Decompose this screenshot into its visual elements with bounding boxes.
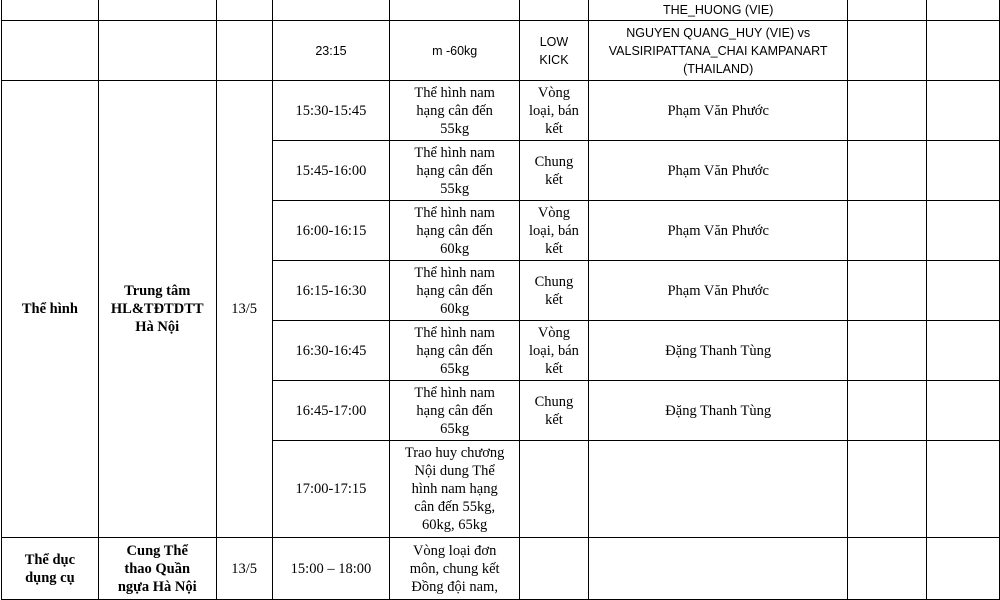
referee-cell — [588, 538, 848, 600]
text-line: Nội dung Thể — [414, 463, 495, 479]
venue-cell — [98, 0, 216, 21]
text-line: kết — [545, 291, 563, 308]
text-line: Thể hình nam — [414, 384, 495, 401]
text-line: HL&TĐTDTT — [110, 301, 204, 317]
text-line: loại, bán — [528, 102, 579, 119]
sport-cell — [2, 21, 99, 81]
empty-cell — [848, 321, 927, 381]
date-cell — [216, 21, 272, 81]
text-line: loại, bán — [528, 342, 579, 359]
venue-cell — [98, 81, 216, 538]
text-line: ngựa Hà Nội — [117, 578, 197, 595]
time-cell: 16:30-16:45 — [272, 321, 390, 381]
text-line: 55kg — [440, 180, 470, 197]
empty-cell — [927, 21, 1000, 81]
text-line: Vòng — [537, 204, 571, 221]
text-line: Thể hình nam — [414, 84, 495, 101]
sport-cell: Thể hình — [2, 81, 99, 538]
text-line: hạng cân đến — [416, 162, 493, 179]
text-line: dụng cụ — [25, 569, 75, 586]
empty-cell — [848, 81, 927, 141]
empty-cell — [848, 538, 927, 600]
text-line: (THAILAND) — [683, 61, 754, 76]
empty-cell — [848, 141, 927, 201]
text-line: thao Quần — [124, 560, 191, 577]
text-line: THE_HUONG (VIE) — [662, 2, 774, 17]
round-cell — [520, 381, 589, 441]
text-line: Chung — [534, 153, 574, 170]
time-cell: 23:15 — [272, 21, 390, 81]
text-line: hạng cân đến — [416, 222, 493, 239]
text-line: 60kg, 65kg — [422, 517, 488, 533]
category-cell — [390, 441, 520, 538]
text-line: hạng cân đến — [416, 402, 493, 419]
category-cell — [390, 201, 520, 261]
participants-cell — [588, 0, 848, 21]
text-line: Đồng đội nam, — [411, 578, 498, 595]
text-line: Trung tâm — [124, 283, 191, 299]
text-line: loại, bán — [528, 222, 579, 239]
referee-cell: Phạm Văn Phước — [588, 261, 848, 321]
round-cell — [520, 201, 589, 261]
date-cell: 13/5 — [216, 538, 272, 600]
text-line: 55kg — [440, 120, 470, 137]
text-line: Thể hình nam — [414, 324, 495, 341]
text-line: Thể dục — [24, 551, 76, 568]
category-cell — [390, 0, 520, 21]
date-cell: 13/5 — [216, 81, 272, 538]
schedule-table — [1, 0, 1000, 600]
empty-cell — [927, 261, 1000, 321]
type-cell — [520, 0, 589, 21]
text-line: Chung — [534, 393, 574, 410]
round-cell — [520, 81, 589, 141]
empty-cell — [848, 0, 927, 21]
category-cell — [390, 261, 520, 321]
category-cell — [390, 141, 520, 201]
date-cell — [216, 0, 272, 21]
text-line: kết — [545, 240, 563, 257]
referee-cell: Phạm Văn Phước — [588, 81, 848, 141]
text-line: Hà Nội — [135, 319, 180, 335]
round-cell — [520, 141, 589, 201]
empty-cell — [927, 538, 1000, 600]
schedule-body — [2, 0, 1000, 600]
sport-cell — [2, 0, 99, 21]
referee-cell: Phạm Văn Phước — [588, 201, 848, 261]
category-cell — [390, 381, 520, 441]
text-line: hình nam hạng — [411, 481, 498, 497]
empty-cell — [927, 201, 1000, 261]
venue-cell — [98, 538, 216, 600]
time-cell: 16:45-17:00 — [272, 381, 390, 441]
text-line: kết — [545, 411, 563, 428]
text-line: Thể hình nam — [414, 204, 495, 221]
text-line: cân đến 55kg, — [414, 499, 496, 515]
empty-cell — [927, 381, 1000, 441]
text-line: Trao huy chương — [404, 445, 505, 461]
text-line: kết — [545, 171, 563, 188]
time-cell: 17:00-17:15 — [272, 441, 390, 538]
category-cell — [390, 321, 520, 381]
text-line: kết — [545, 360, 563, 377]
time-cell — [272, 0, 390, 21]
text-line: NGUYEN QUANG_HUY (VIE) vs — [626, 25, 811, 40]
referee-cell: Phạm Văn Phước — [588, 141, 848, 201]
text-line: môn, chung kết — [409, 560, 500, 577]
text-line: Thể hình nam — [414, 144, 495, 161]
round-cell — [520, 261, 589, 321]
round-cell — [520, 321, 589, 381]
round-cell — [520, 538, 589, 600]
empty-cell — [927, 441, 1000, 538]
text-line: Cung Thể — [126, 542, 188, 559]
time-cell: 15:00 – 18:00 — [272, 538, 390, 600]
sport-cell — [2, 538, 99, 600]
empty-cell — [848, 201, 927, 261]
time-cell: 16:00-16:15 — [272, 201, 390, 261]
text-line: hạng cân đến — [416, 342, 493, 359]
table-row — [2, 0, 1000, 21]
text-line: 60kg — [440, 300, 470, 317]
text-line: VALSIRIPATTANA_CHAI KAMPANART — [608, 43, 828, 58]
text-line: hạng cân đến — [416, 282, 493, 299]
venue-cell — [98, 21, 216, 81]
table-row — [2, 538, 1000, 600]
round-cell — [520, 441, 589, 538]
text-line: hạng cân đến — [416, 102, 493, 119]
text-line: Vòng — [537, 324, 571, 341]
empty-cell — [927, 141, 1000, 201]
text-line: Vòng loại đơn — [412, 542, 497, 559]
empty-cell — [848, 261, 927, 321]
text-line: Thể hình nam — [414, 264, 495, 281]
category-cell — [390, 538, 520, 600]
time-cell: 15:45-16:00 — [272, 141, 390, 201]
participants-cell — [588, 21, 848, 81]
type-cell: LOW KICK — [520, 21, 589, 81]
text-line: 65kg — [440, 360, 470, 377]
referee-cell — [588, 441, 848, 538]
text-line: 65kg — [440, 420, 470, 437]
category-cell: m -60kg — [390, 21, 520, 81]
empty-cell — [927, 0, 1000, 21]
empty-cell — [848, 21, 927, 81]
text-line: Chung — [534, 273, 574, 290]
text-line: kết — [545, 120, 563, 137]
empty-cell — [927, 81, 1000, 141]
empty-cell — [848, 381, 927, 441]
text-line: Vòng — [537, 84, 571, 101]
time-cell: 15:30-15:45 — [272, 81, 390, 141]
category-cell — [390, 81, 520, 141]
table-row — [2, 81, 1000, 141]
text-line: 60kg — [440, 240, 470, 257]
referee-cell: Đặng Thanh Tùng — [588, 321, 848, 381]
table-row — [2, 21, 1000, 81]
empty-cell — [848, 441, 927, 538]
empty-cell — [927, 321, 1000, 381]
referee-cell: Đặng Thanh Tùng — [588, 381, 848, 441]
time-cell: 16:15-16:30 — [272, 261, 390, 321]
